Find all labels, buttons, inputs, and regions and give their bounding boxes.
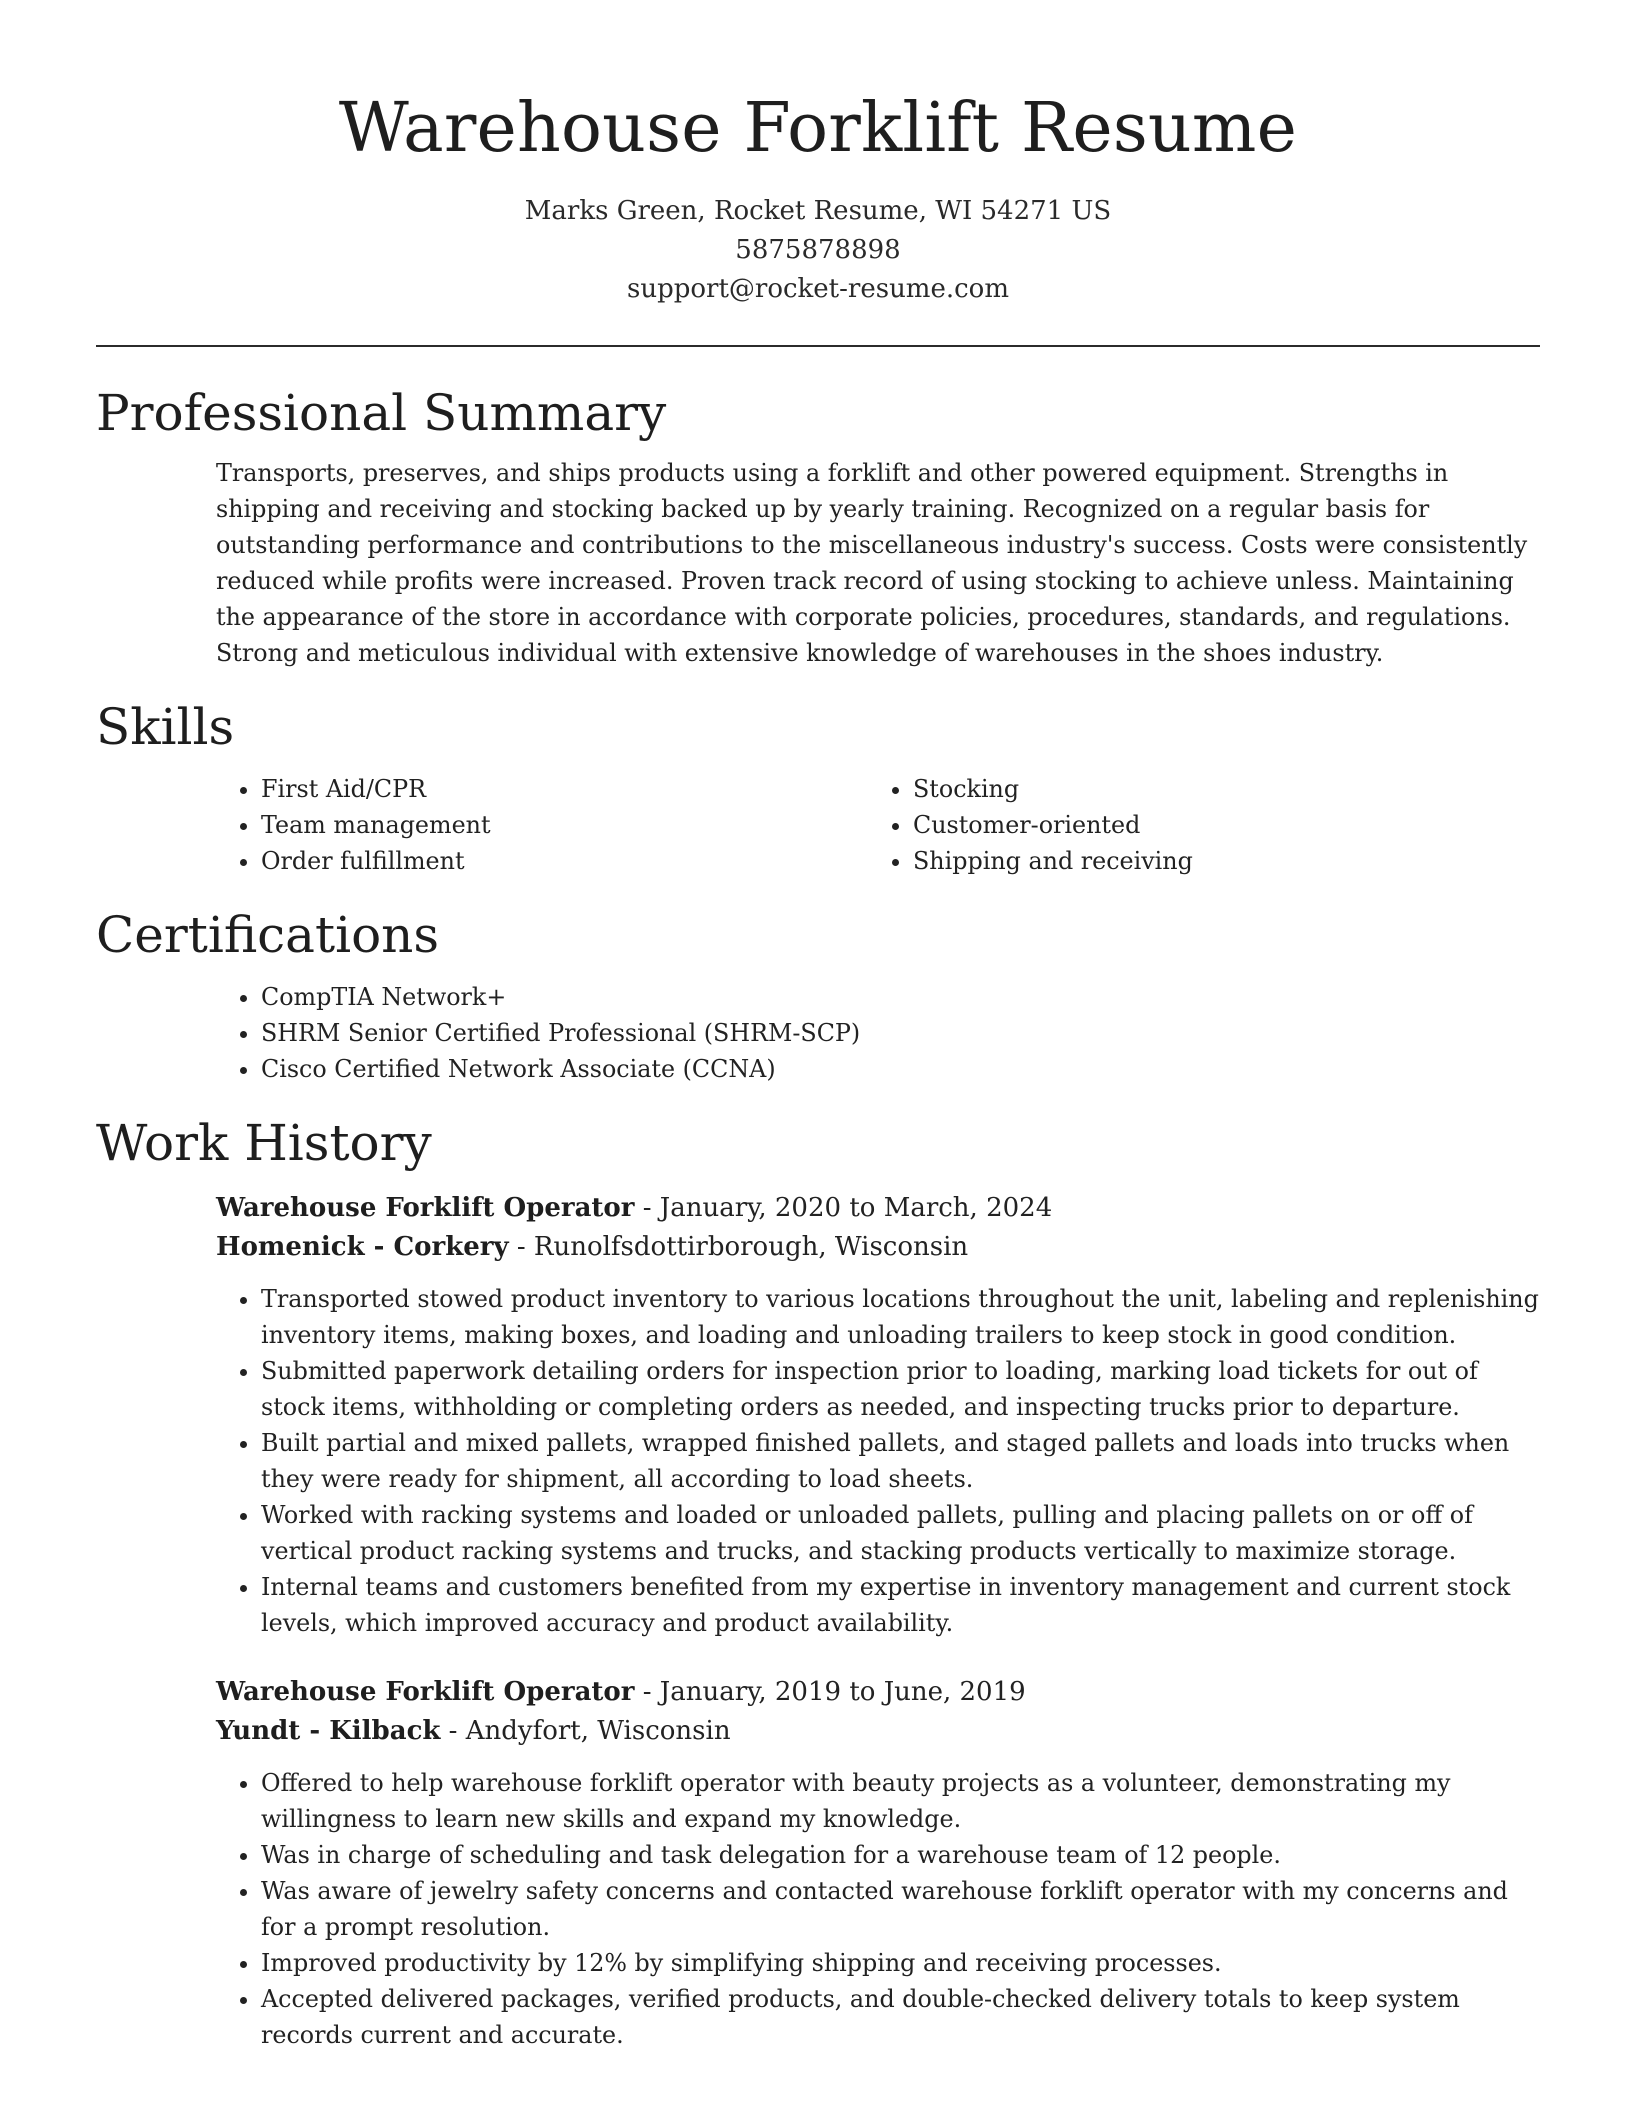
skills-column-right bbox=[868, 771, 1520, 879]
job-title: Warehouse Forklift Operator bbox=[216, 1193, 635, 1223]
resume-title: Warehouse Forklift Resume bbox=[338, 89, 1298, 168]
job-location: - Andyfort, Wisconsin bbox=[440, 1716, 731, 1746]
contact-email: support@rocket-resume.com bbox=[626, 274, 1009, 304]
certifications-list bbox=[216, 979, 1540, 1087]
skill-item: • Stocking bbox=[913, 771, 1520, 807]
job-company: Homenick - Corkery bbox=[216, 1232, 509, 1262]
job-title: Warehouse Forklift Operator bbox=[216, 1677, 635, 1707]
skills-column-left bbox=[216, 771, 868, 879]
job-company-line bbox=[216, 1712, 1540, 1751]
job-bullet: • Built partial and mixed pallets, wrapped finished pallets, and staged pallets and loads into trucks when they were ready for shipment, all according to load sheets. bbox=[261, 1425, 1540, 1497]
contact-block bbox=[96, 192, 1540, 309]
job-bullet: • Submitted paperwork detailing orders for inspection prior to loading, marking load tickets for out of stock items, withholding or completing orders as needed, and inspecting trucks prior to departure. bbox=[261, 1353, 1540, 1425]
job-location: - Runolfsdottirborough, Wisconsin bbox=[508, 1232, 969, 1262]
job-bullet: • Improved productivity by 12% by simplifying shipping and receiving processes. bbox=[261, 1945, 1540, 1981]
resume-page bbox=[96, 0, 1540, 2053]
contact-address: Marks Green, Rocket Resume, WI 54271 US bbox=[524, 196, 1112, 226]
job-entry-1 bbox=[216, 1189, 1540, 1641]
job-title-line bbox=[216, 1673, 1540, 1712]
job-company-line bbox=[216, 1228, 1540, 1267]
certification-item: • Cisco Certified Network Associate (CCNA) bbox=[261, 1051, 1540, 1087]
skill-item: • Order fulfillment bbox=[261, 843, 868, 879]
header-divider bbox=[96, 345, 1540, 347]
job-bullet: • Accepted delivered packages, verified products, and double-checked delivery totals to keep system records current and accurate. bbox=[261, 1981, 1540, 2053]
skill-item: • Customer-oriented bbox=[913, 807, 1520, 843]
job-bullets bbox=[216, 1765, 1540, 2053]
job-bullet: • Transported stowed product inventory to various locations throughout the unit, labeling and replenishing inventory items, making boxes, and loading and unloading trailers to keep stock in good condition. bbox=[261, 1281, 1540, 1353]
skill-item: • Team management bbox=[261, 807, 868, 843]
certification-item: • SHRM Senior Certified Professional (SHRM-SCP) bbox=[261, 1015, 1540, 1051]
job-dates: - January, 2020 to March, 2024 bbox=[634, 1193, 1053, 1223]
skills-heading: Skills bbox=[96, 698, 235, 756]
certifications-heading: Certifications bbox=[96, 906, 440, 964]
job-bullets bbox=[216, 1281, 1540, 1641]
summary-text: Transports, preserves, and ships products using a forklift and other powered equipment. Strengths in shipping and receiving and stocking backed up by yearly training. Recognized on a regular basis for outstanding performance and contributions to the miscellaneous industry's success. Costs were consistently reduced while profits were increased. Proven track record of using stocking to achieve unless. Maintaining the appearance of the store in accordance with corporate policies, procedures, standards, and regulations. Strong and meticulous individual with extensive knowledge of warehouses in the shoes industry. bbox=[216, 459, 1528, 667]
job-dates: - January, 2019 to June, 2019 bbox=[634, 1677, 1026, 1707]
job-entry-2 bbox=[216, 1673, 1540, 2053]
job-bullet: • Internal teams and customers benefited from my expertise in inventory management and current stock levels, which improved accuracy and product availability. bbox=[261, 1569, 1540, 1641]
job-bullet: • Offered to help warehouse forklift operator with beauty projects as a volunteer, demonstrating my willingness to learn new skills and expand my knowledge. bbox=[261, 1765, 1540, 1837]
certification-item: • CompTIA Network+ bbox=[261, 979, 1540, 1015]
job-bullet: • Was in charge of scheduling and task delegation for a warehouse team of 12 people. bbox=[261, 1837, 1540, 1873]
job-title-line bbox=[216, 1189, 1540, 1228]
skill-item: • First Aid/CPR bbox=[261, 771, 868, 807]
job-bullet: • Was aware of jewelry safety concerns and contacted warehouse forklift operator with my concerns and for a prompt resolution. bbox=[261, 1873, 1540, 1945]
job-company: Yundt - Kilback bbox=[216, 1716, 441, 1746]
skills-list bbox=[216, 771, 1540, 879]
job-bullet: • Worked with racking systems and loaded or unloaded pallets, pulling and placing pallets on or off of vertical product racking systems and trucks, and stacking products vertically to maximize storage. bbox=[261, 1497, 1540, 1569]
skill-item: • Shipping and receiving bbox=[913, 843, 1520, 879]
work-history-heading: Work History bbox=[96, 1114, 432, 1172]
summary-heading: Professional Summary bbox=[96, 384, 667, 442]
contact-phone: 5875878898 bbox=[735, 235, 901, 265]
